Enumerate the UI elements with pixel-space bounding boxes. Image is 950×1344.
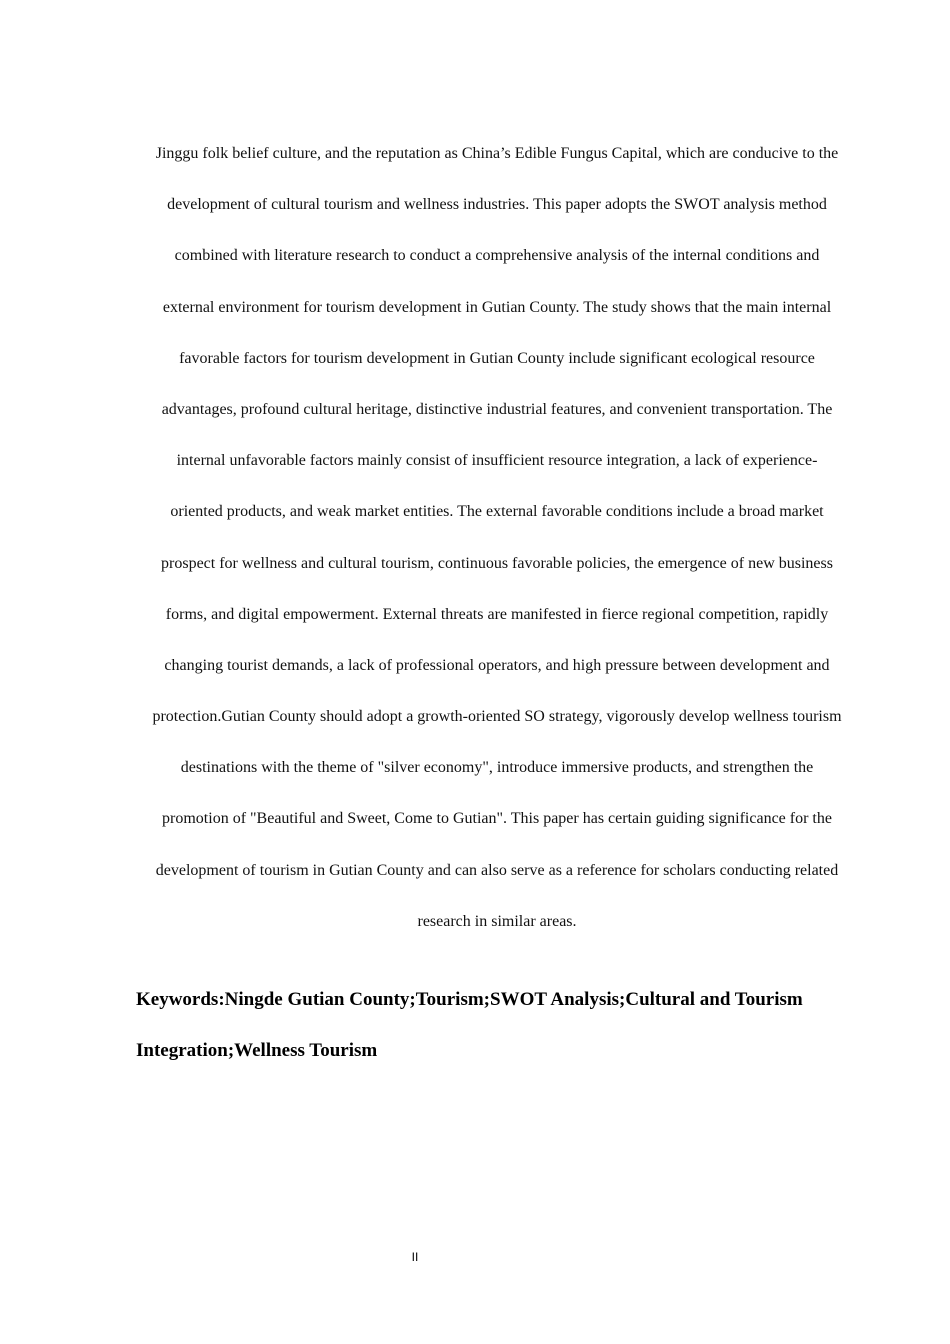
abstract-line: promotion of "Beautiful and Sweet, Come to Gutian". This paper has certain guiding significance for the — [162, 810, 832, 828]
abstract-line: research in similar areas. — [417, 912, 577, 930]
keywords-line: Keywords:Ningde Gutian County;Tourism;SWOT Analysis;Cultural and Tourism — [136, 989, 803, 1010]
abstract-line: Jinggu folk belief culture, and the reputation as China’s Edible Fungus Capital, which are conducive to the — [155, 145, 839, 162]
page-number: II — [411, 1250, 419, 1264]
abstract-line: development of cultural tourism and wellness industries. This paper adopts the SWOT analysis method — [167, 196, 827, 214]
abstract-line: destinations with the theme of "silver economy", introduce immersive products, and strengthen the — [180, 759, 814, 777]
abstract-line: external environment for tourism development in Gutian County. The study shows that the main internal — [162, 298, 832, 316]
abstract-line: favorable factors for tourism development in Gutian County include significant ecological resource — [179, 349, 815, 367]
abstract-line: combined with literature research to conduct a comprehensive analysis of the internal conditions and — [174, 247, 820, 265]
keywords-line: Integration;Wellness Tourism — [136, 1040, 378, 1061]
abstract-line: internal unfavorable factors mainly consist of insufficient resource integration, a lack of experience- — [176, 452, 818, 470]
abstract-line: protection.Gutian County should adopt a growth-oriented SO strategy, vigorously develop wellness tourism — [152, 708, 842, 726]
abstract-line: oriented products, and weak market entities. The external favorable conditions include a broad market — [170, 503, 824, 521]
keywords-section — [136, 985, 858, 1087]
abstract-line: forms, and digital empowerment. External threats are manifested in fierce regional competition, rapidly — [165, 605, 829, 623]
abstract-line: development of tourism in Gutian County and can also serve as a reference for scholars conducting related — [155, 861, 839, 879]
abstract-line: changing tourist demands, a lack of professional operators, and high pressure between development and — [164, 656, 830, 674]
abstract-line: advantages, profound cultural heritage, distinctive industrial features, and convenient transportation. The — [161, 400, 833, 418]
abstract-body — [136, 140, 858, 959]
abstract-line: prospect for wellness and cultural tourism, continuous favorable policies, the emergence of new business — [161, 554, 833, 572]
